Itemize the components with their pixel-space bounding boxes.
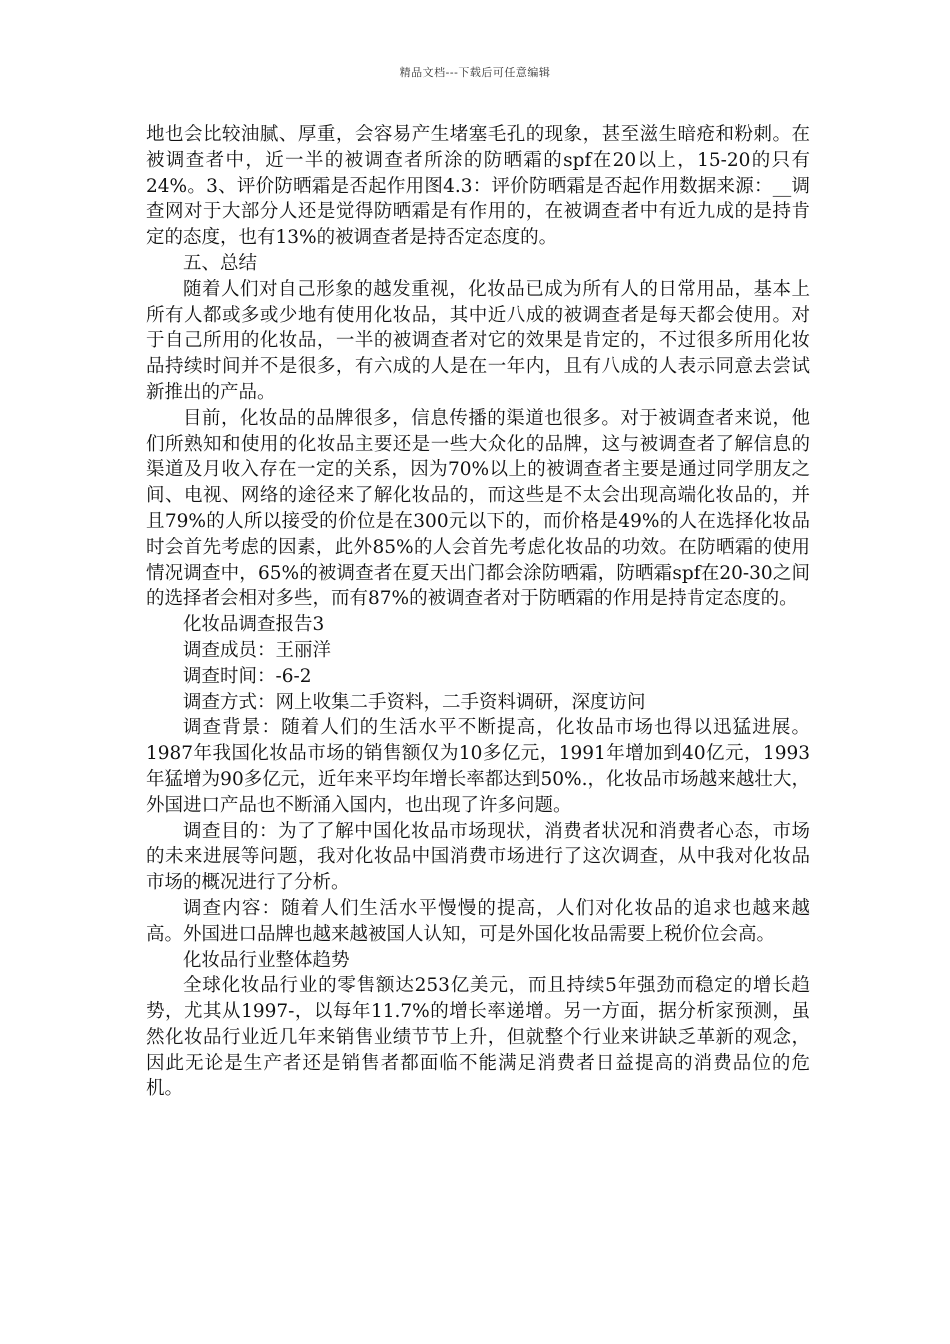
survey-purpose: 调查目的：为了了解中国化妆品市场现状，消费者状况和消费者心态，市场的未来进展等问题，我对化妆品中国消费市场进行了这次调查，从中我对化妆品市场的概况进行了分析。 [146,820,810,894]
paragraph: 目前，化妆品的品牌很多，信息传播的渠道也很多。对于被调查者来说，他们所熟知和使用的化妆品主要还是一些大众化的品牌，这与被调查者了解信息的渠道及月收入存在一定的关系，因为70%以上的被调查者主要是通过同学朋友之间、电视、网络的途径来了解化妆品的，而这些是不太会出现高端化妆品的，并且79%的人所以接受的价位是在300元以下的，而价格是49%的人在选择化妆品时会首先考虑的因素，此外85%的人会首先考虑化妆品的功效。在防晒霜的使用情况调查中，65%的被调查者在夏天出门都会涂防晒霜，防晒霜spf在20-30之间的选择者会相对多些，而有87%的被调查者对于防晒霜的作用是持肯定态度的。 [146,407,810,610]
page-header: 精品文档---下载后可任意编辑 [399,66,551,79]
survey-members: 调查成员：王丽洋 [183,639,332,661]
section-heading-summary: 五、总结 [183,252,258,274]
report-title: 化妆品调查报告3 [183,614,325,636]
survey-method: 调查方式：网上收集二手资料，二手资料调研，深度访问 [183,691,646,713]
paragraph-continuation: 地也会比较油腻、厚重，会容易产生堵塞毛孔的现象，甚至滋生暗疮和粉刺。在被调查者中，近一半的被调查者所涂的防晒霜的spf在20以上，15-20的只有24%。3、评价防晒霜是否起作用图4.3：评价防晒霜是否起作用数据来源：__调查网对于大部分人还是觉得防晒霜是有作用的，在被调查者中有近九成的是持肯定的态度，也有13%的被调查者是持否定态度的。 [146,124,810,249]
survey-content: 调查内容：随着人们生活水平慢慢的提高，人们对化妆品的追求也越来越高。外国进口品牌也越来越被国人认知，可是外国化妆品需要上税价位会高。 [146,897,810,945]
survey-time: 调查时间：-6-2 [183,665,312,687]
survey-background: 调查背景：随着人们的生活水平不断提高，化妆品市场也得以迅猛进展。1987年我国化妆品市场的销售额仅为10多亿元，1991年增加到40亿元，1993年猛增为90多亿元，近年来平均年增长率都达到50%.，化妆品市场越来越壮大，外国进口产品也不断涌入国内，也出现了许多问题。 [146,717,810,816]
paragraph: 全球化妆品行业的零售额达253亿美元，而且持续5年强劲而稳定的增长趋势，尤其从1997-，以每年11.7%的增长率递增。另一方面，据分析家预测，虽然化妆品行业近几年来销售业绩节节上升，但就整个行业来讲缺乏革新的观念，因此无论是生产者还是销售者都面临不能满足消费者日益提高的消费品位的危机。 [146,975,810,1100]
paragraph: 随着人们对自己形象的越发重视，化妆品已成为所有人的日常用品，基本上所有人都或多或少地有使用化妆品，其中近八成的被调查者是每天都会使用。对于自己所用的化妆品，一半的被调查者对它的效果是肯定的，不过很多所用化妆品持续时间并不是很多，有六成的人是在一年内，且有八成的人表示同意去尝试新推出的产品。 [146,278,810,403]
section-heading-trend: 化妆品行业整体趋势 [183,949,350,971]
document-body [146,122,810,1102]
